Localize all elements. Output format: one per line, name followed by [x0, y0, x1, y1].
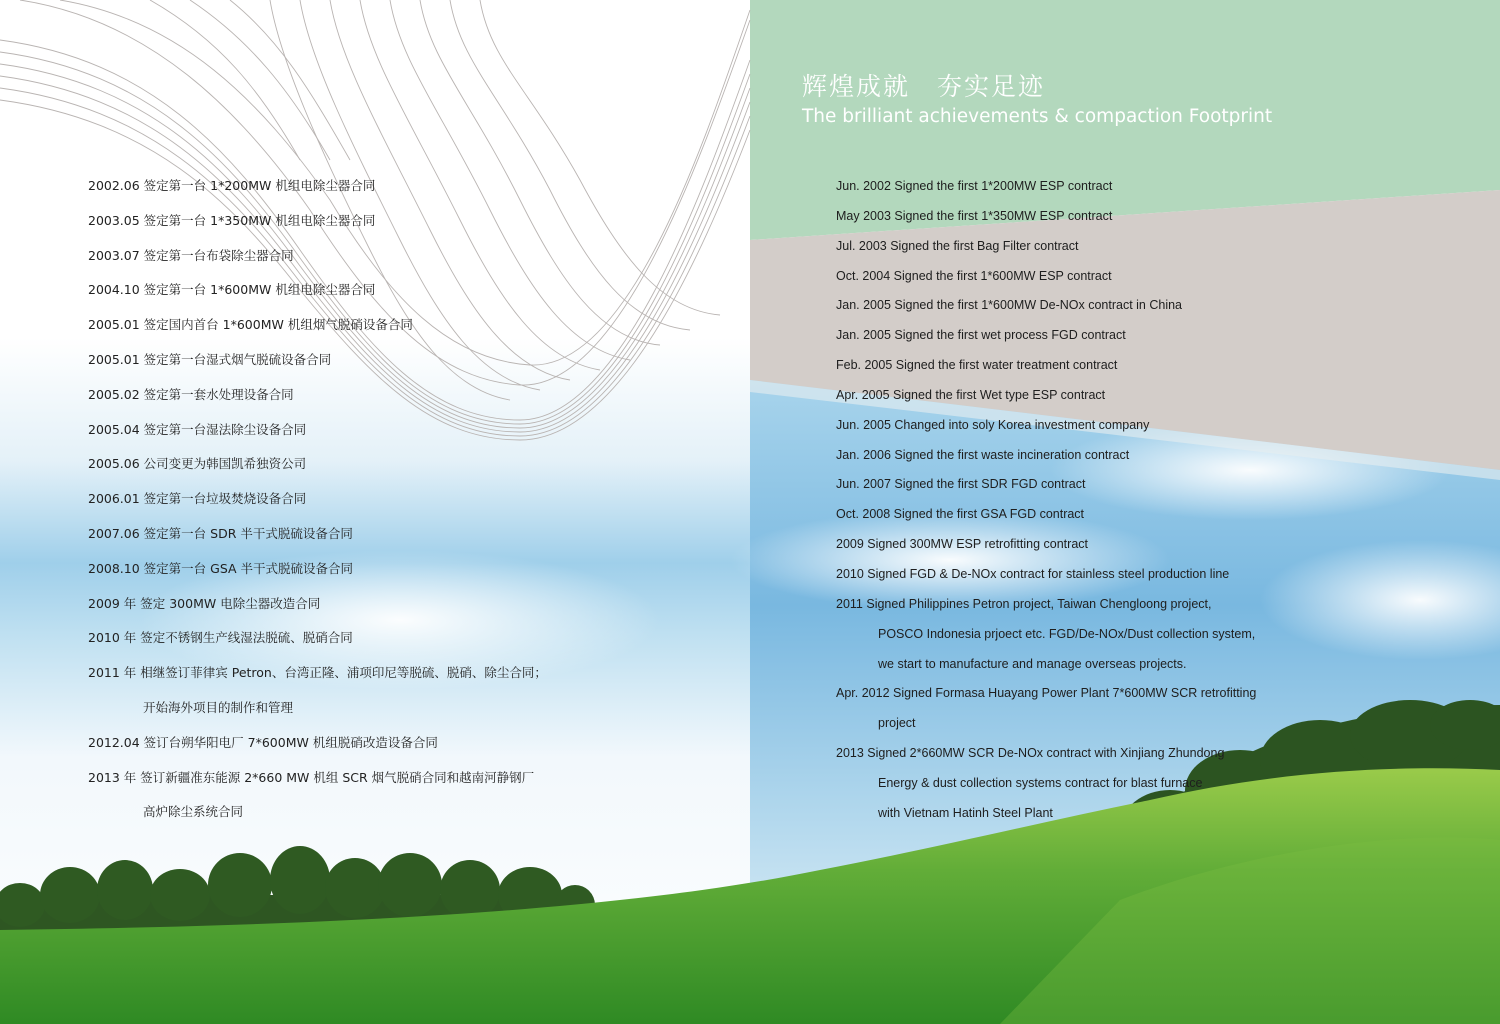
- timeline-en-item: [836, 744, 1476, 774]
- timeline-cn-item-text: 2003.05 签定第一台 1*350MW 机组电除尘器合同: [88, 212, 376, 228]
- timeline-en-item-text: Jun. 2005 Changed into soly Korea investment company: [836, 417, 1150, 432]
- timeline-en-item: [836, 177, 1476, 207]
- timeline-en-item-text: 2010 Signed FGD & De-NOx contract for stainless steel production line: [836, 566, 1230, 581]
- timeline-en-item-text: 2013 Signed 2*660MW SCR De-NOx contract with Xinjiang Zhundong: [836, 746, 1225, 761]
- timeline-cn-item-text: 2005.01 签定第一台湿式烟气脱硫设备合同: [88, 351, 332, 367]
- timeline-en-item-text: Jun. 2007 Signed the first SDR FGD contract: [836, 477, 1086, 492]
- timeline-en-item-text: 2011 Signed Philippines Petron project, Taiwan Chengloong project,: [836, 596, 1212, 611]
- timeline-en-item-text: Jan. 2005 Signed the first 1*600MW De-NOx contract in China: [836, 298, 1183, 313]
- title-chinese: 辉煌成就 夯实足迹: [802, 72, 1046, 101]
- timeline-cn-item-text: 2008.10 签定第一台 GSA 半干式脱硫设备合同: [88, 560, 354, 576]
- timeline-cn-item: [88, 316, 728, 351]
- timeline-cn-item-text: 高炉除尘系统合同: [143, 804, 244, 820]
- timeline-en-item: [836, 625, 1476, 655]
- timeline-en-item: [836, 416, 1476, 446]
- timeline-en-item: [836, 535, 1476, 565]
- timeline-cn-item: [88, 664, 728, 699]
- timeline-en-item: [836, 207, 1476, 237]
- timeline-en-item: [836, 237, 1476, 267]
- timeline-cn-item-text: 2009 年 签定 300MW 电除尘器改造合同: [88, 595, 321, 611]
- timeline-chinese: [88, 177, 728, 838]
- timeline-cn-item: [88, 386, 728, 421]
- timeline-cn-item: [88, 177, 728, 212]
- timeline-en-item-text: Jan. 2005 Signed the first wet process FGD contract: [836, 328, 1126, 343]
- timeline-cn-item: [88, 455, 728, 490]
- page-header: [802, 70, 1272, 130]
- timeline-en-item-text: May 2003 Signed the first 1*350MW ESP contract: [836, 208, 1113, 223]
- timeline-cn-item-text: 2003.07 签定第一台布袋除尘器合同: [88, 247, 294, 263]
- timeline-en-item-text: project: [878, 716, 916, 731]
- timeline-en-item: [836, 446, 1476, 476]
- timeline-cn-item-text: 2005.06 公司变更为韩国凯希独资公司: [88, 456, 307, 472]
- timeline-en-item: [836, 296, 1476, 326]
- title-english: The brilliant achievements & compaction Footprint: [802, 106, 1273, 127]
- timeline-cn-item: [88, 421, 728, 456]
- timeline-cn-item-text: 2005.02 签定第一套水处理设备合同: [88, 386, 294, 402]
- timeline-en-item: [836, 655, 1476, 685]
- timeline-cn-item-text: 2004.10 签定第一台 1*600MW 机组电除尘器合同: [88, 282, 376, 298]
- timeline-en-item: [836, 684, 1476, 714]
- timeline-en-item-text: Apr. 2005 Signed the first Wet type ESP contract: [836, 387, 1106, 402]
- timeline-cn-item-text: 2006.01 签定第一台垃圾焚烧设备合同: [88, 491, 307, 507]
- timeline-cn-item: [88, 629, 728, 664]
- timeline-cn-item: [88, 525, 728, 560]
- timeline-en-item-text: Jul. 2003 Signed the first Bag Filter contract: [836, 238, 1079, 253]
- timeline-cn-item: [88, 734, 728, 769]
- timeline-cn-item-text: 2002.06 签定第一台 1*200MW 机组电除尘器合同: [88, 178, 376, 193]
- timeline-en-item: [836, 565, 1476, 595]
- timeline-cn-item: [88, 769, 728, 804]
- timeline-cn-item-text: 2010 年 签定不锈钢生产线湿法脱硫、脱硝合同: [88, 630, 353, 646]
- timeline-en-item: [836, 356, 1476, 386]
- timeline-cn-item: [88, 247, 728, 282]
- timeline-en-item-text: with Vietnam Hatinh Steel Plant: [878, 805, 1053, 820]
- timeline-en-item: [836, 386, 1476, 416]
- timeline-cn-item-text: 2005.04 签定第一台湿法除尘设备合同: [88, 421, 307, 437]
- timeline-cn-item: [88, 803, 728, 838]
- timeline-cn-item: [88, 490, 728, 525]
- timeline-cn-item: [88, 351, 728, 386]
- timeline-en-item: [836, 326, 1476, 356]
- timeline-en-item-text: 2009 Signed 300MW ESP retrofitting contract: [836, 537, 1088, 552]
- timeline-cn-item-text: 开始海外项目的制作和管理: [143, 699, 294, 715]
- timeline-en-item-text: Energy & dust collection systems contract for blast furnace: [878, 775, 1203, 790]
- timeline-cn-item-text: 2005.01 签定国内首台 1*600MW 机组烟气脱硝设备合同: [88, 317, 413, 333]
- timeline-cn-item-text: 2013 年 签订新疆准东能源 2*660 MW 机组 SCR 烟气脱硝合同和越南河静钢厂: [88, 769, 535, 785]
- timeline-cn-item: [88, 560, 728, 595]
- timeline-en-item-text: POSCO Indonesia prjoect etc. FGD/De-NOx/Dust collection system,: [878, 626, 1256, 641]
- timeline-cn-item: [88, 212, 728, 247]
- timeline-en-item: [836, 774, 1476, 804]
- timeline-english: [836, 177, 1476, 834]
- timeline-en-item-text: Jun. 2002 Signed the first 1*200MW ESP contract: [836, 179, 1113, 193]
- timeline-cn-item: [88, 281, 728, 316]
- timeline-cn-item-text: 2007.06 签定第一台 SDR 半干式脱硫设备合同: [88, 525, 353, 541]
- timeline-cn-item-text: 2012.04 签订台朔华阳电厂 7*600MW 机组脱硝改造设备合同: [88, 734, 438, 750]
- timeline-cn-item: [88, 595, 728, 630]
- timeline-en-item-text: Oct. 2004 Signed the first 1*600MW ESP contract: [836, 268, 1112, 283]
- timeline-cn-item: [88, 699, 728, 734]
- timeline-en-item: [836, 505, 1476, 535]
- timeline-cn-item-text: 2011 年 相继签订菲律宾 Petron、台湾正隆、浦项印尼等脱硫、脱硝、除尘合同；: [88, 665, 547, 681]
- timeline-en-item: [836, 267, 1476, 297]
- timeline-en-item-text: Oct. 2008 Signed the first GSA FGD contract: [836, 507, 1085, 522]
- timeline-en-item-text: Jan. 2006 Signed the first waste incineration contract: [836, 447, 1130, 462]
- timeline-en-item-text: Feb. 2005 Signed the first water treatment contract: [836, 358, 1118, 373]
- timeline-en-item: [836, 595, 1476, 625]
- timeline-en-item: [836, 804, 1476, 834]
- timeline-en-item: [836, 475, 1476, 505]
- timeline-en-item: [836, 714, 1476, 744]
- timeline-en-item-text: we start to manufacture and manage overseas projects.: [878, 656, 1187, 671]
- timeline-en-item-text: Apr. 2012 Signed Formasa Huayang Power Plant 7*600MW SCR retrofitting: [836, 686, 1257, 701]
